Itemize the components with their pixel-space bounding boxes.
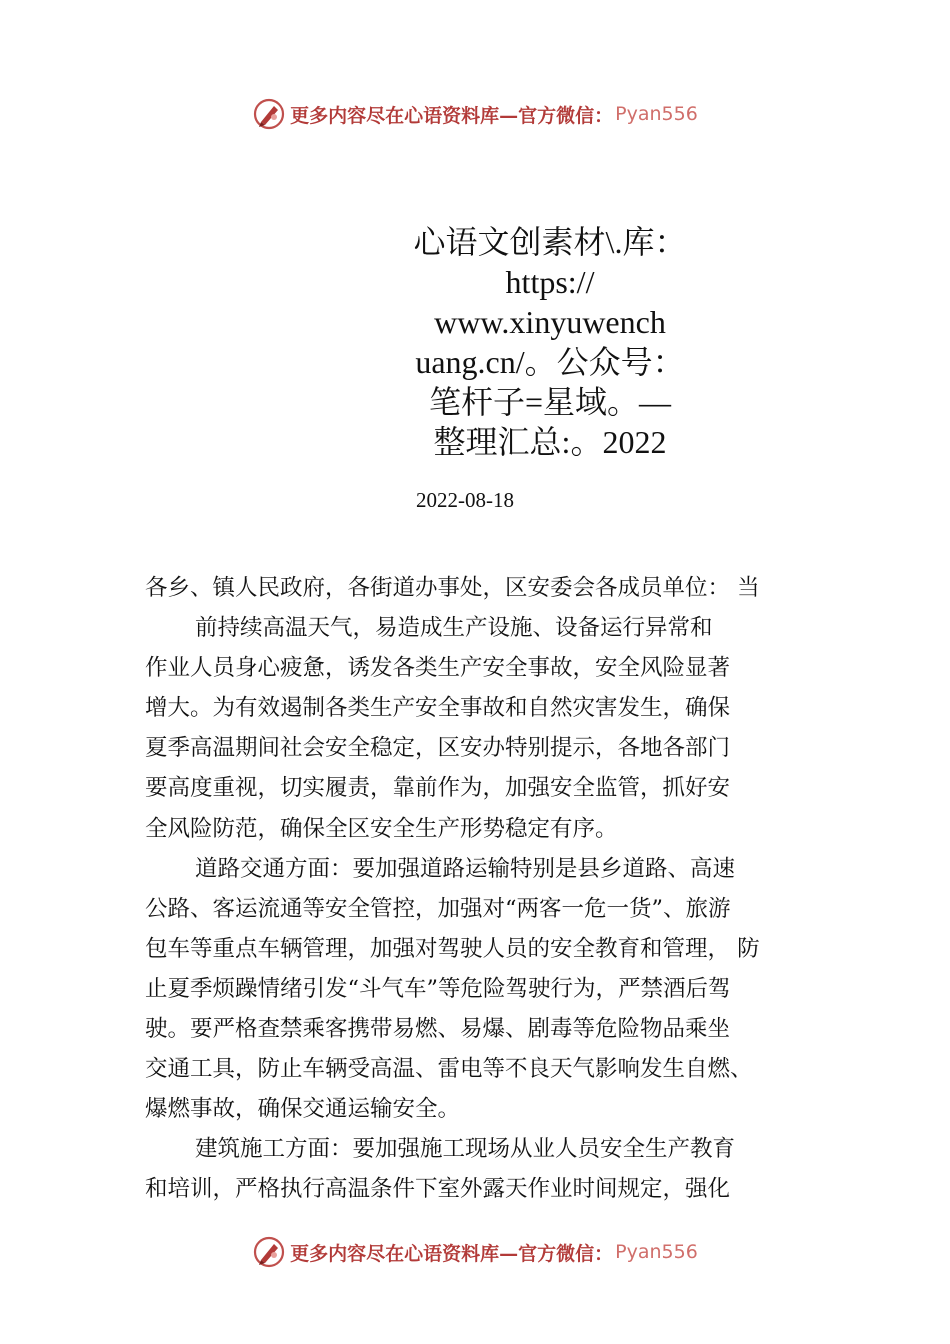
- document-body: [145, 568, 835, 1210]
- wechat-id: Pyan556: [615, 103, 698, 125]
- document-date: 2022-08-18: [416, 488, 514, 512]
- title-line: https://: [505, 264, 595, 300]
- body-line: 包车等重点车辆管理，加强对驾驶人员的安全教育和管理， 防: [145, 935, 760, 962]
- body-line: 道路交通方面：要加强道路运输特别是县乡道路、高速: [195, 855, 736, 882]
- body-line: 建筑施工方面：要加强施工现场从业人员安全生产教育: [195, 1136, 736, 1163]
- document-title: [405, 222, 695, 462]
- title-line: 笔杆子=星域。—: [428, 384, 672, 420]
- body-line: 爆燃事故，确保交通运输安全。: [145, 1096, 461, 1123]
- body-line: 增大。为有效遏制各类生产安全事故和自然灾害发生，确保: [145, 695, 731, 722]
- body-line: 和培训，严格执行高温条件下室外露天作业时间规定，强化: [145, 1176, 731, 1203]
- title-line: 整理汇总:。2022: [433, 424, 667, 460]
- footer-banner: [0, 1232, 950, 1272]
- body-line: 作业人员身心疲惫，诱发各类生产安全事故，安全风险显著: [145, 655, 731, 682]
- body-line: 交通工具，防止车辆受高温、雷电等不良天气影响发生自燃、: [145, 1056, 753, 1083]
- body-line: 夏季高温期间社会安全稳定，区安办特别提示，各地各部门: [145, 735, 731, 762]
- body-line: 止夏季烦躁情绪引发“斗气车”等危险驾驶行为，严禁酒后驾: [145, 975, 731, 1002]
- pen-nib-icon: [252, 1235, 286, 1269]
- title-line: uang.cn/。公众号：: [415, 344, 685, 380]
- header-banner: [0, 94, 950, 134]
- body-line: 全风险防范，确保全区安全生产形势稳定有序。: [145, 815, 618, 842]
- body-line: 各乡、镇人民政府，各街道办事处，区安委会各成员单位： 当: [145, 575, 760, 601]
- title-line: 心语文创素材\.库：: [413, 224, 687, 260]
- wechat-id: Pyan556: [615, 1241, 698, 1263]
- body-line: 公路、客运流通等安全管控，加强对“两客一危一货”、旅游: [145, 895, 731, 922]
- promo-text: 更多内容尽在心语资料库—官方微信：: [290, 1242, 614, 1265]
- title-line: www.xinyuwench: [434, 304, 666, 340]
- promo-text: 更多内容尽在心语资料库—官方微信：: [290, 104, 614, 127]
- body-line: 要高度重视，切实履责，靠前作为，加强安全监管，抓好安: [145, 775, 731, 802]
- body-line: 前持续高温天气，易造成生产设施、设备运行异常和: [195, 615, 713, 642]
- body-line: 驶。要严格查禁乘客携带易燃、易爆、剧毒等危险物品乘坐: [145, 1016, 731, 1043]
- pen-nib-icon: [252, 97, 286, 131]
